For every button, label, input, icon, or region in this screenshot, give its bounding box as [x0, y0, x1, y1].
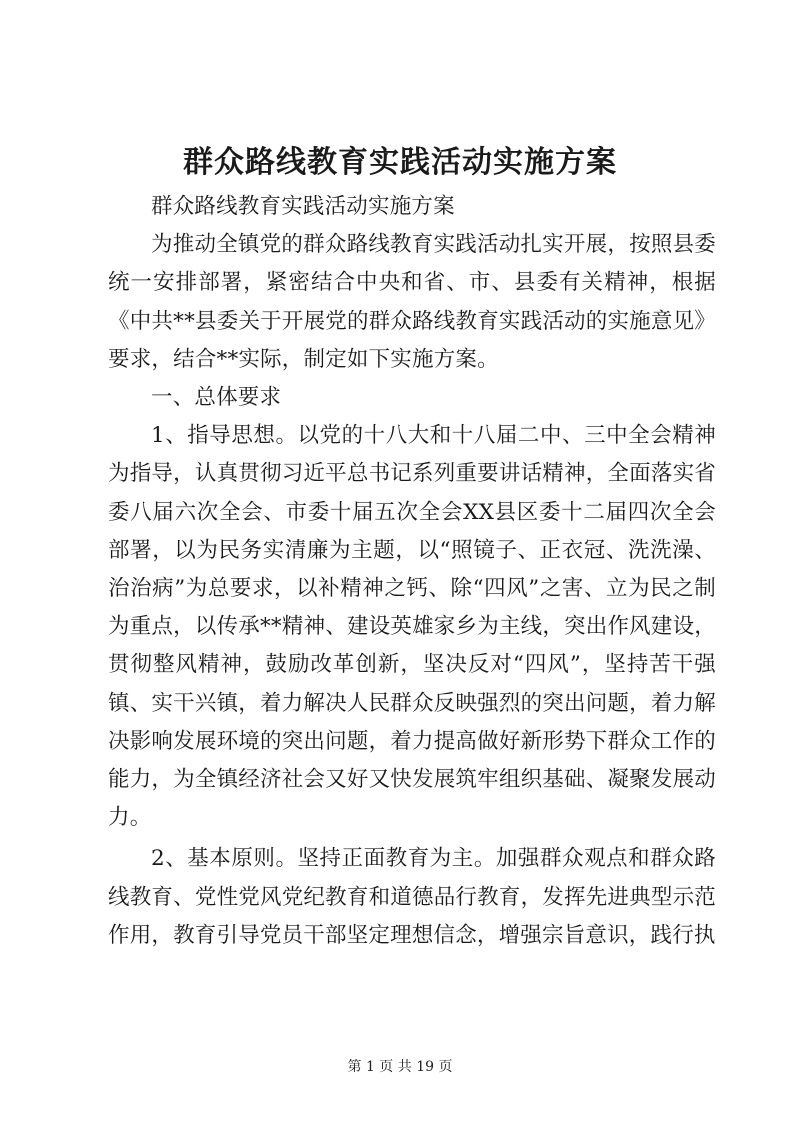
paragraph-subtitle: 群众路线教育实践活动实施方案 — [151, 194, 455, 219]
document-body — [108, 188, 716, 955]
page-number-footer: 第 1 页 共 19 页 — [347, 1059, 453, 1075]
paragraph-guiding-ideology: 1、指导思想。以党的十八大和十八届二中、三中全会精神为指导，认真贯彻习近平总书记系列重要讲话精神，全面落实省委八届六次全会、市委十届五次全会XX县区委十二届四次全会部署，以为民务实清廉为主题，以“照镜子、正衣冠、洗洗澡、治治病”为总要求，以补精神之钙、除“四风”之害、立为民之制为重点，以传承**精神、建设英雄家乡为主线，突出作风建设，贯彻整风精神，鼓励改革创新，坚决反对“四风”，坚持苦干强镇、实干兴镇，着力解决人民群众反映强烈的突出问题，着力解决影响发展环境的突出问题，着力提高做好新形势下群众工作的能力，为全镇经济社会又好又快发展筑牢组织基础、凝聚发展动力。 — [108, 423, 716, 831]
section-heading-general-requirements: 一、总体要求 — [151, 385, 282, 411]
document-title: 群众路线教育实践活动实施方案 — [183, 145, 617, 180]
paragraph-basic-principles: 2、基本原则。坚持正面教育为主。加强群众观点和群众路线教育、党性党风党纪教育和道德品行教育，发挥先进典型示范作用，教育引导党员干部坚定理想信念，增强宗旨意识，践行执 — [108, 846, 716, 948]
paragraph-intro: 为推动全镇党的群众路线教育实践活动扎实开展，按照县委统一安排部署，紧密结合中央和省、市、县委有关精神，根据《中共**县委关于开展党的群众路线教育实践活动的实施意见》要求，结合**实际，制定如下实施方案。 — [108, 232, 716, 372]
